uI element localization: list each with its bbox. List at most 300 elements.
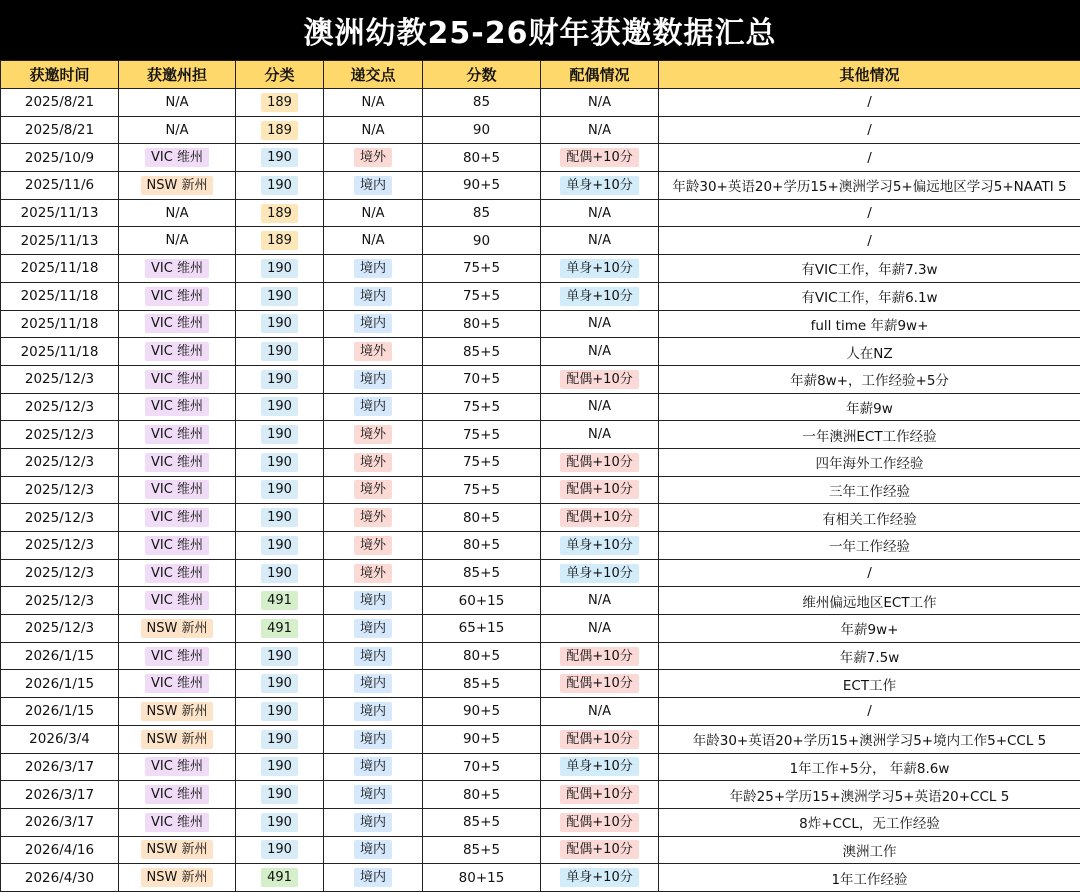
cell-spouse xyxy=(541,199,659,227)
cell-other xyxy=(659,227,1080,255)
cell-lodge-location-value: 境内 xyxy=(354,619,392,638)
cell-category xyxy=(236,338,324,366)
cell-category-value: 189 xyxy=(261,204,298,223)
cell-score xyxy=(423,144,541,172)
table-row xyxy=(1,172,1080,200)
cell-spouse-value: 单身+10分 xyxy=(560,287,638,306)
cell-lodge-location-value: 境外 xyxy=(354,453,392,472)
cell-other-value: 维州偏远地区ECT工作 xyxy=(802,595,936,611)
cell-other-value: 年龄30+英语20+学历15+澳洲学习5+境内工作5+CCL 5 xyxy=(693,733,1047,749)
cell-score-value: 75+5 xyxy=(463,260,500,276)
cell-category-value: 190 xyxy=(261,508,298,527)
cell-state-sponsor-value: N/A xyxy=(160,93,195,112)
table-row xyxy=(1,255,1080,283)
cell-score-value: 70+5 xyxy=(463,371,500,387)
cell-score-value: 85+5 xyxy=(463,842,500,858)
table-row xyxy=(1,670,1080,698)
cell-invite-time-value: 2025/11/18 xyxy=(21,344,99,360)
cell-score-value: 80+5 xyxy=(463,510,500,526)
cell-score xyxy=(423,532,541,560)
cell-invite-time xyxy=(1,144,119,172)
table-row xyxy=(1,144,1080,172)
cell-score xyxy=(423,753,541,781)
cell-spouse xyxy=(541,338,659,366)
cell-state-sponsor xyxy=(119,781,236,809)
cell-score-value: 85 xyxy=(473,205,490,221)
cell-other xyxy=(659,338,1080,366)
cell-spouse xyxy=(541,698,659,726)
cell-lodge-location-value: N/A xyxy=(356,231,391,250)
cell-lodge-location xyxy=(324,116,423,144)
cell-spouse xyxy=(541,89,659,117)
cell-spouse-value: 配偶+10分 xyxy=(560,148,638,167)
cell-invite-time-value: 2026/4/16 xyxy=(25,842,94,858)
cell-state-sponsor xyxy=(119,504,236,532)
cell-score-value: 85+5 xyxy=(463,814,500,830)
cell-other-value: 澳洲工作 xyxy=(843,844,897,860)
cell-score-value: 70+5 xyxy=(463,759,500,775)
cell-other-value: 年薪9w+ xyxy=(841,622,899,638)
cell-state-sponsor-value: VIC 维州 xyxy=(145,813,209,832)
cell-other-value: / xyxy=(867,150,872,166)
cell-other xyxy=(659,448,1080,476)
cell-invite-time-value: 2025/11/13 xyxy=(21,205,99,221)
cell-invite-time xyxy=(1,615,119,643)
invitation-data-table xyxy=(0,60,1080,892)
cell-score xyxy=(423,89,541,117)
table-row xyxy=(1,476,1080,504)
cell-state-sponsor-value: VIC 维州 xyxy=(145,591,209,610)
cell-state-sponsor-value: VIC 维州 xyxy=(145,287,209,306)
cell-spouse-value: 单身+10分 xyxy=(560,564,638,583)
cell-lodge-location-value: 境外 xyxy=(354,148,392,167)
cell-lodge-location xyxy=(324,255,423,283)
cell-lodge-location-value: N/A xyxy=(356,93,391,112)
cell-invite-time xyxy=(1,199,119,227)
cell-score-value: 90+5 xyxy=(463,177,500,193)
cell-score-value: 75+5 xyxy=(463,454,500,470)
cell-invite-time xyxy=(1,725,119,753)
cell-lodge-location-value: 境内 xyxy=(354,757,392,776)
cell-other xyxy=(659,781,1080,809)
cell-state-sponsor-value: VIC 维州 xyxy=(145,453,209,472)
cell-other-value: 有VIC工作，年薪6.1w xyxy=(801,290,937,306)
cell-state-sponsor-value: VIC 维州 xyxy=(145,757,209,776)
cell-category-value: 190 xyxy=(261,342,298,361)
cell-spouse xyxy=(541,725,659,753)
cell-invite-time xyxy=(1,255,119,283)
cell-score xyxy=(423,448,541,476)
cell-other xyxy=(659,393,1080,421)
cell-lodge-location-value: 境内 xyxy=(354,287,392,306)
cell-spouse-value: 配偶+10分 xyxy=(560,370,638,389)
cell-invite-time xyxy=(1,448,119,476)
cell-state-sponsor xyxy=(119,172,236,200)
cell-lodge-location xyxy=(324,448,423,476)
table-row xyxy=(1,532,1080,560)
cell-invite-time xyxy=(1,642,119,670)
cell-other xyxy=(659,615,1080,643)
cell-invite-time-value: 2026/1/15 xyxy=(25,648,94,664)
cell-state-sponsor xyxy=(119,587,236,615)
cell-category-value: 189 xyxy=(261,121,298,140)
cell-lodge-location xyxy=(324,172,423,200)
cell-other-value: ECT工作 xyxy=(843,678,896,694)
cell-score-value: 85 xyxy=(473,94,490,110)
cell-score-value: 90 xyxy=(473,122,490,138)
header-other: 其他情况 xyxy=(659,61,1080,89)
cell-score-value: 65+15 xyxy=(459,620,505,636)
cell-invite-time xyxy=(1,781,119,809)
cell-lodge-location-value: N/A xyxy=(356,204,391,223)
cell-other xyxy=(659,421,1080,449)
cell-spouse-value: N/A xyxy=(582,397,617,416)
cell-invite-time-value: 2025/12/3 xyxy=(25,593,94,609)
cell-category-value: 190 xyxy=(261,702,298,721)
cell-category-value: 190 xyxy=(261,480,298,499)
cell-lodge-location-value: 境外 xyxy=(354,480,392,499)
cell-lodge-location xyxy=(324,559,423,587)
table-row xyxy=(1,310,1080,338)
cell-state-sponsor xyxy=(119,116,236,144)
cell-other-value: 有VIC工作，年薪7.3w xyxy=(801,262,937,278)
table-row xyxy=(1,559,1080,587)
cell-category xyxy=(236,393,324,421)
cell-category-value: 491 xyxy=(261,868,298,887)
cell-other xyxy=(659,255,1080,283)
cell-invite-time-value: 2025/10/9 xyxy=(25,150,94,166)
cell-category-value: 491 xyxy=(261,591,298,610)
cell-state-sponsor-value: VIC 维州 xyxy=(145,674,209,693)
cell-other xyxy=(659,89,1080,117)
cell-score xyxy=(423,338,541,366)
cell-other-value: 一年澳洲ECT工作经验 xyxy=(802,429,936,445)
cell-category xyxy=(236,227,324,255)
cell-state-sponsor-value: NSW 新州 xyxy=(141,730,214,749)
cell-spouse-value: N/A xyxy=(582,342,617,361)
cell-other xyxy=(659,808,1080,836)
cell-lodge-location xyxy=(324,393,423,421)
cell-spouse-value: N/A xyxy=(582,231,617,250)
table-row xyxy=(1,282,1080,310)
cell-invite-time-value: 2025/12/3 xyxy=(25,399,94,415)
cell-state-sponsor-value: NSW 新州 xyxy=(141,840,214,859)
cell-invite-time xyxy=(1,504,119,532)
cell-category xyxy=(236,615,324,643)
cell-spouse-value: 配偶+10分 xyxy=(560,840,638,859)
cell-invite-time-value: 2026/3/17 xyxy=(25,759,94,775)
cell-spouse-value: 单身+10分 xyxy=(560,757,638,776)
cell-spouse xyxy=(541,255,659,283)
cell-lodge-location xyxy=(324,338,423,366)
cell-spouse xyxy=(541,670,659,698)
cell-other xyxy=(659,864,1080,892)
table-body xyxy=(1,89,1080,892)
cell-spouse-value: 单身+10分 xyxy=(560,176,638,195)
table-row xyxy=(1,338,1080,366)
cell-invite-time xyxy=(1,172,119,200)
cell-spouse xyxy=(541,808,659,836)
cell-state-sponsor xyxy=(119,89,236,117)
cell-lodge-location-value: N/A xyxy=(356,121,391,140)
cell-state-sponsor xyxy=(119,448,236,476)
cell-score xyxy=(423,227,541,255)
header-score: 分数 xyxy=(423,61,541,89)
cell-state-sponsor xyxy=(119,670,236,698)
cell-state-sponsor xyxy=(119,476,236,504)
cell-lodge-location-value: 境外 xyxy=(354,564,392,583)
cell-category-value: 190 xyxy=(261,370,298,389)
cell-invite-time xyxy=(1,532,119,560)
cell-score xyxy=(423,670,541,698)
cell-category xyxy=(236,144,324,172)
cell-category xyxy=(236,172,324,200)
cell-score-value: 90+5 xyxy=(463,731,500,747)
cell-score-value: 80+5 xyxy=(463,150,500,166)
cell-state-sponsor xyxy=(119,338,236,366)
cell-spouse xyxy=(541,282,659,310)
cell-category-value: 190 xyxy=(261,647,298,666)
cell-lodge-location-value: 境内 xyxy=(354,259,392,278)
cell-invite-time xyxy=(1,227,119,255)
cell-other xyxy=(659,587,1080,615)
cell-lodge-location-value: 境外 xyxy=(354,508,392,527)
cell-invite-time xyxy=(1,310,119,338)
cell-category-value: 190 xyxy=(261,314,298,333)
cell-score-value: 90+5 xyxy=(463,703,500,719)
cell-other-value: / xyxy=(867,233,872,249)
cell-spouse xyxy=(541,116,659,144)
cell-category xyxy=(236,753,324,781)
cell-state-sponsor xyxy=(119,864,236,892)
cell-score xyxy=(423,116,541,144)
cell-spouse-value: 配偶+10分 xyxy=(560,813,638,832)
cell-state-sponsor-value: NSW 新州 xyxy=(141,619,214,638)
page-title xyxy=(0,0,1080,60)
cell-score xyxy=(423,836,541,864)
cell-lodge-location xyxy=(324,476,423,504)
cell-score xyxy=(423,615,541,643)
cell-invite-time-value: 2026/3/17 xyxy=(25,787,94,803)
cell-invite-time-value: 2025/12/3 xyxy=(25,427,94,443)
cell-state-sponsor xyxy=(119,144,236,172)
cell-state-sponsor xyxy=(119,532,236,560)
cell-spouse-value: N/A xyxy=(582,314,617,333)
cell-spouse-value: 配偶+10分 xyxy=(560,730,638,749)
cell-state-sponsor-value: N/A xyxy=(160,204,195,223)
header-state-sponsor: 获邀州担 xyxy=(119,61,236,89)
cell-category xyxy=(236,642,324,670)
cell-other xyxy=(659,144,1080,172)
cell-invite-time-value: 2026/4/30 xyxy=(25,870,94,886)
cell-state-sponsor xyxy=(119,227,236,255)
cell-spouse xyxy=(541,310,659,338)
cell-state-sponsor-value: VIC 维州 xyxy=(145,536,209,555)
cell-state-sponsor-value: VIC 维州 xyxy=(145,148,209,167)
cell-spouse xyxy=(541,864,659,892)
cell-lodge-location-value: 境内 xyxy=(354,176,392,195)
cell-spouse-value: N/A xyxy=(582,619,617,638)
cell-score xyxy=(423,725,541,753)
cell-category-value: 190 xyxy=(261,730,298,749)
cell-lodge-location xyxy=(324,725,423,753)
cell-other-value: 三年工作经验 xyxy=(829,484,910,500)
cell-other xyxy=(659,172,1080,200)
cell-state-sponsor xyxy=(119,615,236,643)
cell-other-value: / xyxy=(867,122,872,138)
cell-invite-time-value: 2025/11/18 xyxy=(21,260,99,276)
cell-score-value: 75+5 xyxy=(463,288,500,304)
cell-category xyxy=(236,532,324,560)
cell-invite-time-value: 2026/3/4 xyxy=(29,731,90,747)
cell-invite-time xyxy=(1,476,119,504)
cell-state-sponsor-value: NSW 新州 xyxy=(141,868,214,887)
table-row xyxy=(1,199,1080,227)
table-row xyxy=(1,864,1080,892)
cell-score xyxy=(423,393,541,421)
cell-category xyxy=(236,476,324,504)
cell-other-value: 一年工作经验 xyxy=(829,539,910,555)
cell-state-sponsor xyxy=(119,199,236,227)
cell-invite-time-value: 2025/11/13 xyxy=(21,233,99,249)
cell-lodge-location xyxy=(324,864,423,892)
cell-spouse xyxy=(541,615,659,643)
cell-lodge-location xyxy=(324,532,423,560)
cell-invite-time-value: 2025/12/3 xyxy=(25,454,94,470)
cell-category-value: 190 xyxy=(261,785,298,804)
cell-category-value: 190 xyxy=(261,536,298,555)
cell-other-value: 年龄25+学历15+澳洲学习5+英语20+CCL 5 xyxy=(730,789,1010,805)
cell-invite-time xyxy=(1,89,119,117)
cell-score xyxy=(423,587,541,615)
cell-category xyxy=(236,365,324,393)
cell-score xyxy=(423,421,541,449)
cell-invite-time xyxy=(1,670,119,698)
cell-score-value: 80+5 xyxy=(463,648,500,664)
cell-lodge-location xyxy=(324,199,423,227)
cell-invite-time xyxy=(1,836,119,864)
cell-state-sponsor-value: VIC 维州 xyxy=(145,480,209,499)
cell-score-value: 75+5 xyxy=(463,427,500,443)
cell-other xyxy=(659,559,1080,587)
cell-category xyxy=(236,864,324,892)
cell-category-value: 190 xyxy=(261,176,298,195)
cell-category xyxy=(236,421,324,449)
cell-invite-time-value: 2025/12/3 xyxy=(25,537,94,553)
cell-score xyxy=(423,365,541,393)
cell-score-value: 80+5 xyxy=(463,316,500,332)
cell-spouse-value: 配偶+10分 xyxy=(560,453,638,472)
cell-score-value: 85+5 xyxy=(463,344,500,360)
cell-other xyxy=(659,698,1080,726)
cell-score xyxy=(423,642,541,670)
cell-other xyxy=(659,642,1080,670)
cell-lodge-location xyxy=(324,642,423,670)
cell-invite-time-value: 2025/8/21 xyxy=(25,122,94,138)
cell-invite-time xyxy=(1,116,119,144)
cell-lodge-location xyxy=(324,421,423,449)
cell-lodge-location xyxy=(324,781,423,809)
cell-score xyxy=(423,282,541,310)
cell-other xyxy=(659,670,1080,698)
cell-category-value: 190 xyxy=(261,148,298,167)
cell-state-sponsor xyxy=(119,421,236,449)
cell-lodge-location-value: 境内 xyxy=(354,397,392,416)
cell-category-value: 190 xyxy=(261,564,298,583)
cell-lodge-location xyxy=(324,587,423,615)
cell-lodge-location-value: 境内 xyxy=(354,702,392,721)
cell-category xyxy=(236,808,324,836)
cell-invite-time xyxy=(1,864,119,892)
cell-state-sponsor-value: VIC 维州 xyxy=(145,508,209,527)
cell-spouse-value: 单身+10分 xyxy=(560,868,638,887)
cell-other-value: 有相关工作经验 xyxy=(822,512,917,528)
cell-score xyxy=(423,310,541,338)
cell-score-value: 85+5 xyxy=(463,676,500,692)
table-header xyxy=(1,61,1080,89)
cell-spouse-value: 配偶+10分 xyxy=(560,674,638,693)
cell-category xyxy=(236,255,324,283)
header-row xyxy=(1,61,1080,89)
cell-category xyxy=(236,836,324,864)
cell-other xyxy=(659,282,1080,310)
cell-category-value: 190 xyxy=(261,453,298,472)
cell-state-sponsor xyxy=(119,642,236,670)
cell-other-value: / xyxy=(867,565,872,581)
cell-score-value: 60+15 xyxy=(459,593,505,609)
cell-lodge-location-value: 境内 xyxy=(354,647,392,666)
cell-category xyxy=(236,559,324,587)
cell-category-value: 190 xyxy=(261,813,298,832)
cell-invite-time-value: 2025/11/18 xyxy=(21,316,99,332)
cell-score xyxy=(423,172,541,200)
cell-other-value: full time 年薪9w+ xyxy=(811,318,929,334)
cell-state-sponsor-value: VIC 维州 xyxy=(145,314,209,333)
cell-state-sponsor-value: VIC 维州 xyxy=(145,647,209,666)
cell-spouse xyxy=(541,365,659,393)
cell-invite-time-value: 2025/8/21 xyxy=(25,94,94,110)
cell-other-value: 年薪8w+，工作经验+5分 xyxy=(790,373,949,389)
cell-invite-time-value: 2025/12/3 xyxy=(25,620,94,636)
cell-invite-time xyxy=(1,365,119,393)
cell-score-value: 75+5 xyxy=(463,399,500,415)
cell-other-value: 年薪7.5w xyxy=(840,650,900,666)
cell-spouse xyxy=(541,448,659,476)
header-spouse: 配偶情况 xyxy=(541,61,659,89)
cell-lodge-location xyxy=(324,310,423,338)
table-row xyxy=(1,781,1080,809)
cell-invite-time xyxy=(1,753,119,781)
cell-state-sponsor xyxy=(119,836,236,864)
cell-category xyxy=(236,725,324,753)
cell-score-value: 75+5 xyxy=(463,482,500,498)
cell-lodge-location-value: 境外 xyxy=(354,536,392,555)
cell-spouse-value: 配偶+10分 xyxy=(560,785,638,804)
cell-other-value: 1年工作+5分， 年薪8.6w xyxy=(790,761,950,777)
cell-category xyxy=(236,282,324,310)
cell-other-value: 1年工作经验 xyxy=(831,872,907,888)
table-row xyxy=(1,836,1080,864)
table-row xyxy=(1,725,1080,753)
cell-other-value: 8炸+CCL，无工作经验 xyxy=(799,816,940,832)
cell-score xyxy=(423,504,541,532)
cell-score xyxy=(423,808,541,836)
cell-score-value: 90 xyxy=(473,233,490,249)
cell-category xyxy=(236,670,324,698)
cell-spouse xyxy=(541,393,659,421)
cell-state-sponsor xyxy=(119,559,236,587)
cell-category-value: 190 xyxy=(261,397,298,416)
